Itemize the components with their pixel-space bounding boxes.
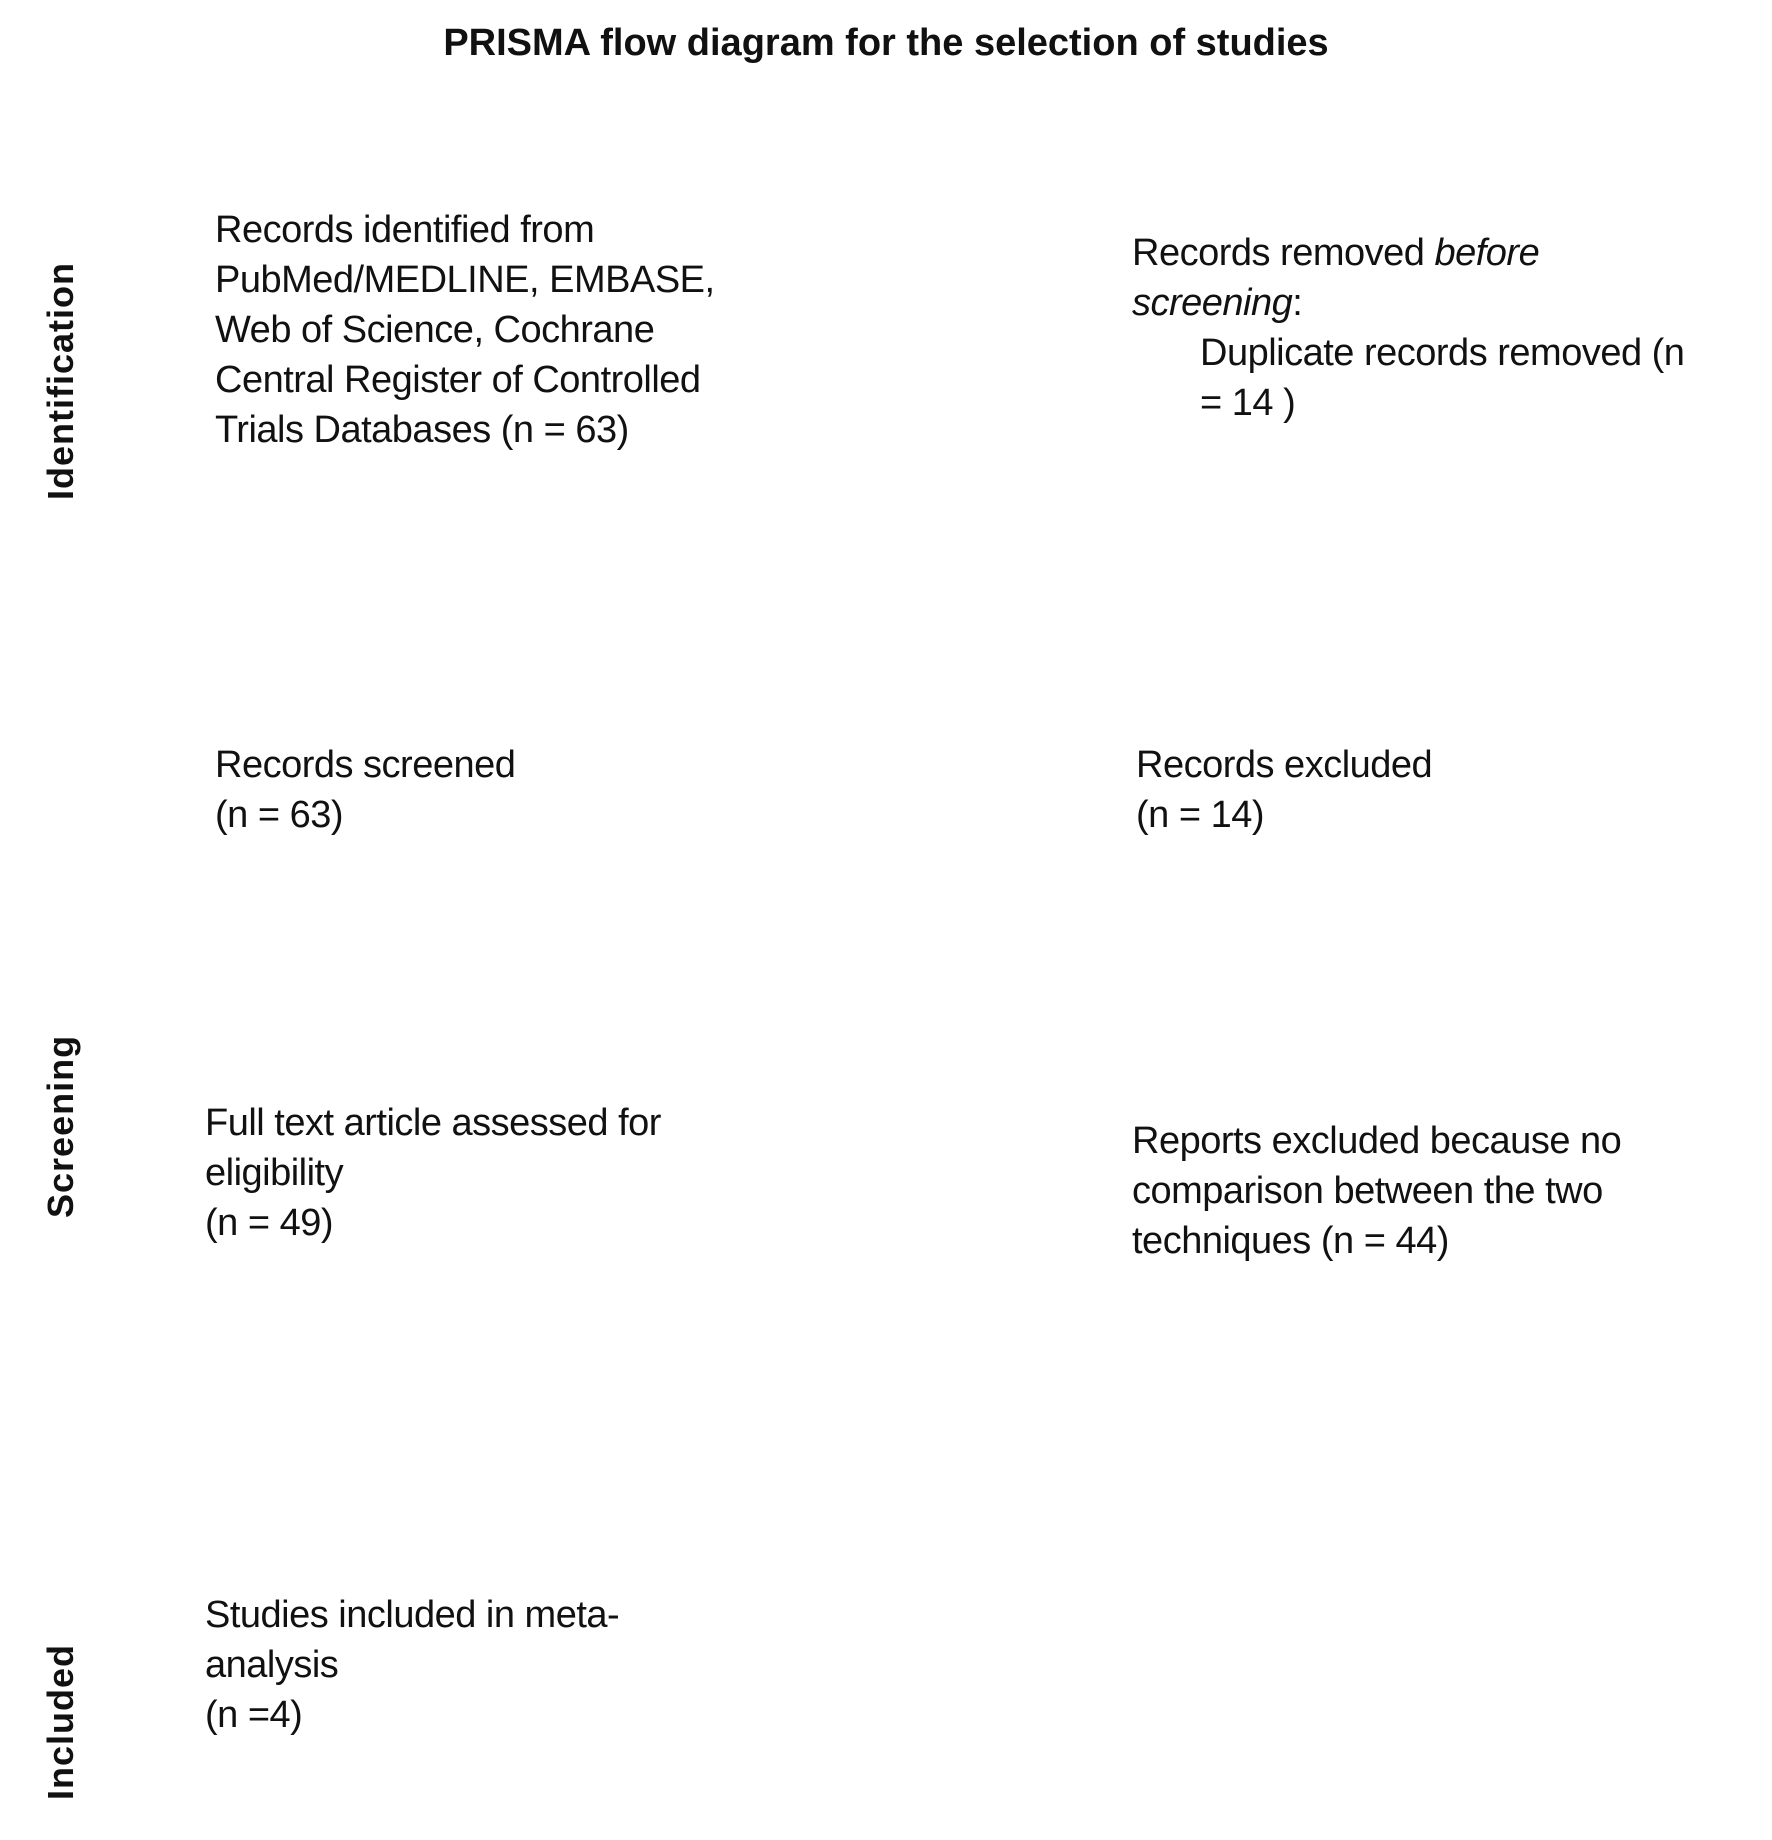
records-excluded-label: Records excluded xyxy=(1136,744,1433,786)
reports-excluded-line: techniques (n = 44) xyxy=(1132,1220,1449,1262)
full-text-assessed-line: Full text article assessed for xyxy=(205,1102,661,1144)
records-excluded-box xyxy=(1136,740,1432,840)
full-text-assessed-box xyxy=(205,1098,661,1248)
studies-included-box xyxy=(205,1590,619,1740)
records-identified-line: Trials Databases (n = 63) xyxy=(215,409,629,451)
phase-label-included: Included xyxy=(40,1643,81,1800)
records-removed-heading-cont xyxy=(1132,278,1684,328)
records-excluded-count: (n = 14) xyxy=(1136,794,1265,836)
records-removed-heading-italic: screening xyxy=(1132,282,1293,324)
diagram-title: PRISMA flow diagram for the selection of studies xyxy=(443,22,1329,64)
studies-included-count: (n =4) xyxy=(205,1694,303,1736)
records-removed-box xyxy=(1132,228,1684,428)
records-identified-line: PubMed/MEDLINE, EMBASE, xyxy=(215,259,715,301)
records-screened-box xyxy=(215,740,515,840)
records-removed-heading-suffix: : xyxy=(1292,282,1303,324)
records-identified-box xyxy=(215,205,715,455)
records-removed-heading-text: Records removed xyxy=(1132,232,1435,274)
records-removed-heading-italic: before xyxy=(1434,232,1540,274)
reports-excluded-box xyxy=(1132,1116,1621,1266)
phase-label-screening: Screening xyxy=(40,1034,81,1218)
full-text-assessed-count: (n = 49) xyxy=(205,1202,334,1244)
reports-excluded-line: comparison between the two xyxy=(1132,1170,1603,1212)
records-identified-line: Central Register of Controlled xyxy=(215,359,701,401)
studies-included-line: analysis xyxy=(205,1644,339,1686)
records-removed-heading xyxy=(1132,228,1684,278)
phase-label-identification: Identification xyxy=(40,262,81,500)
reports-excluded-line: Reports excluded because no xyxy=(1132,1120,1622,1162)
records-screened-count: (n = 63) xyxy=(215,794,344,836)
full-text-assessed-line: eligibility xyxy=(205,1152,344,1194)
duplicate-records-line: = 14 ) xyxy=(1200,382,1296,424)
records-identified-line: Web of Science, Cochrane xyxy=(215,309,655,351)
records-screened-label: Records screened xyxy=(215,744,516,786)
records-identified-line: Records identified from xyxy=(215,209,595,251)
studies-included-line: Studies included in meta- xyxy=(205,1594,620,1636)
duplicate-records-line: Duplicate records removed (n xyxy=(1200,332,1685,374)
